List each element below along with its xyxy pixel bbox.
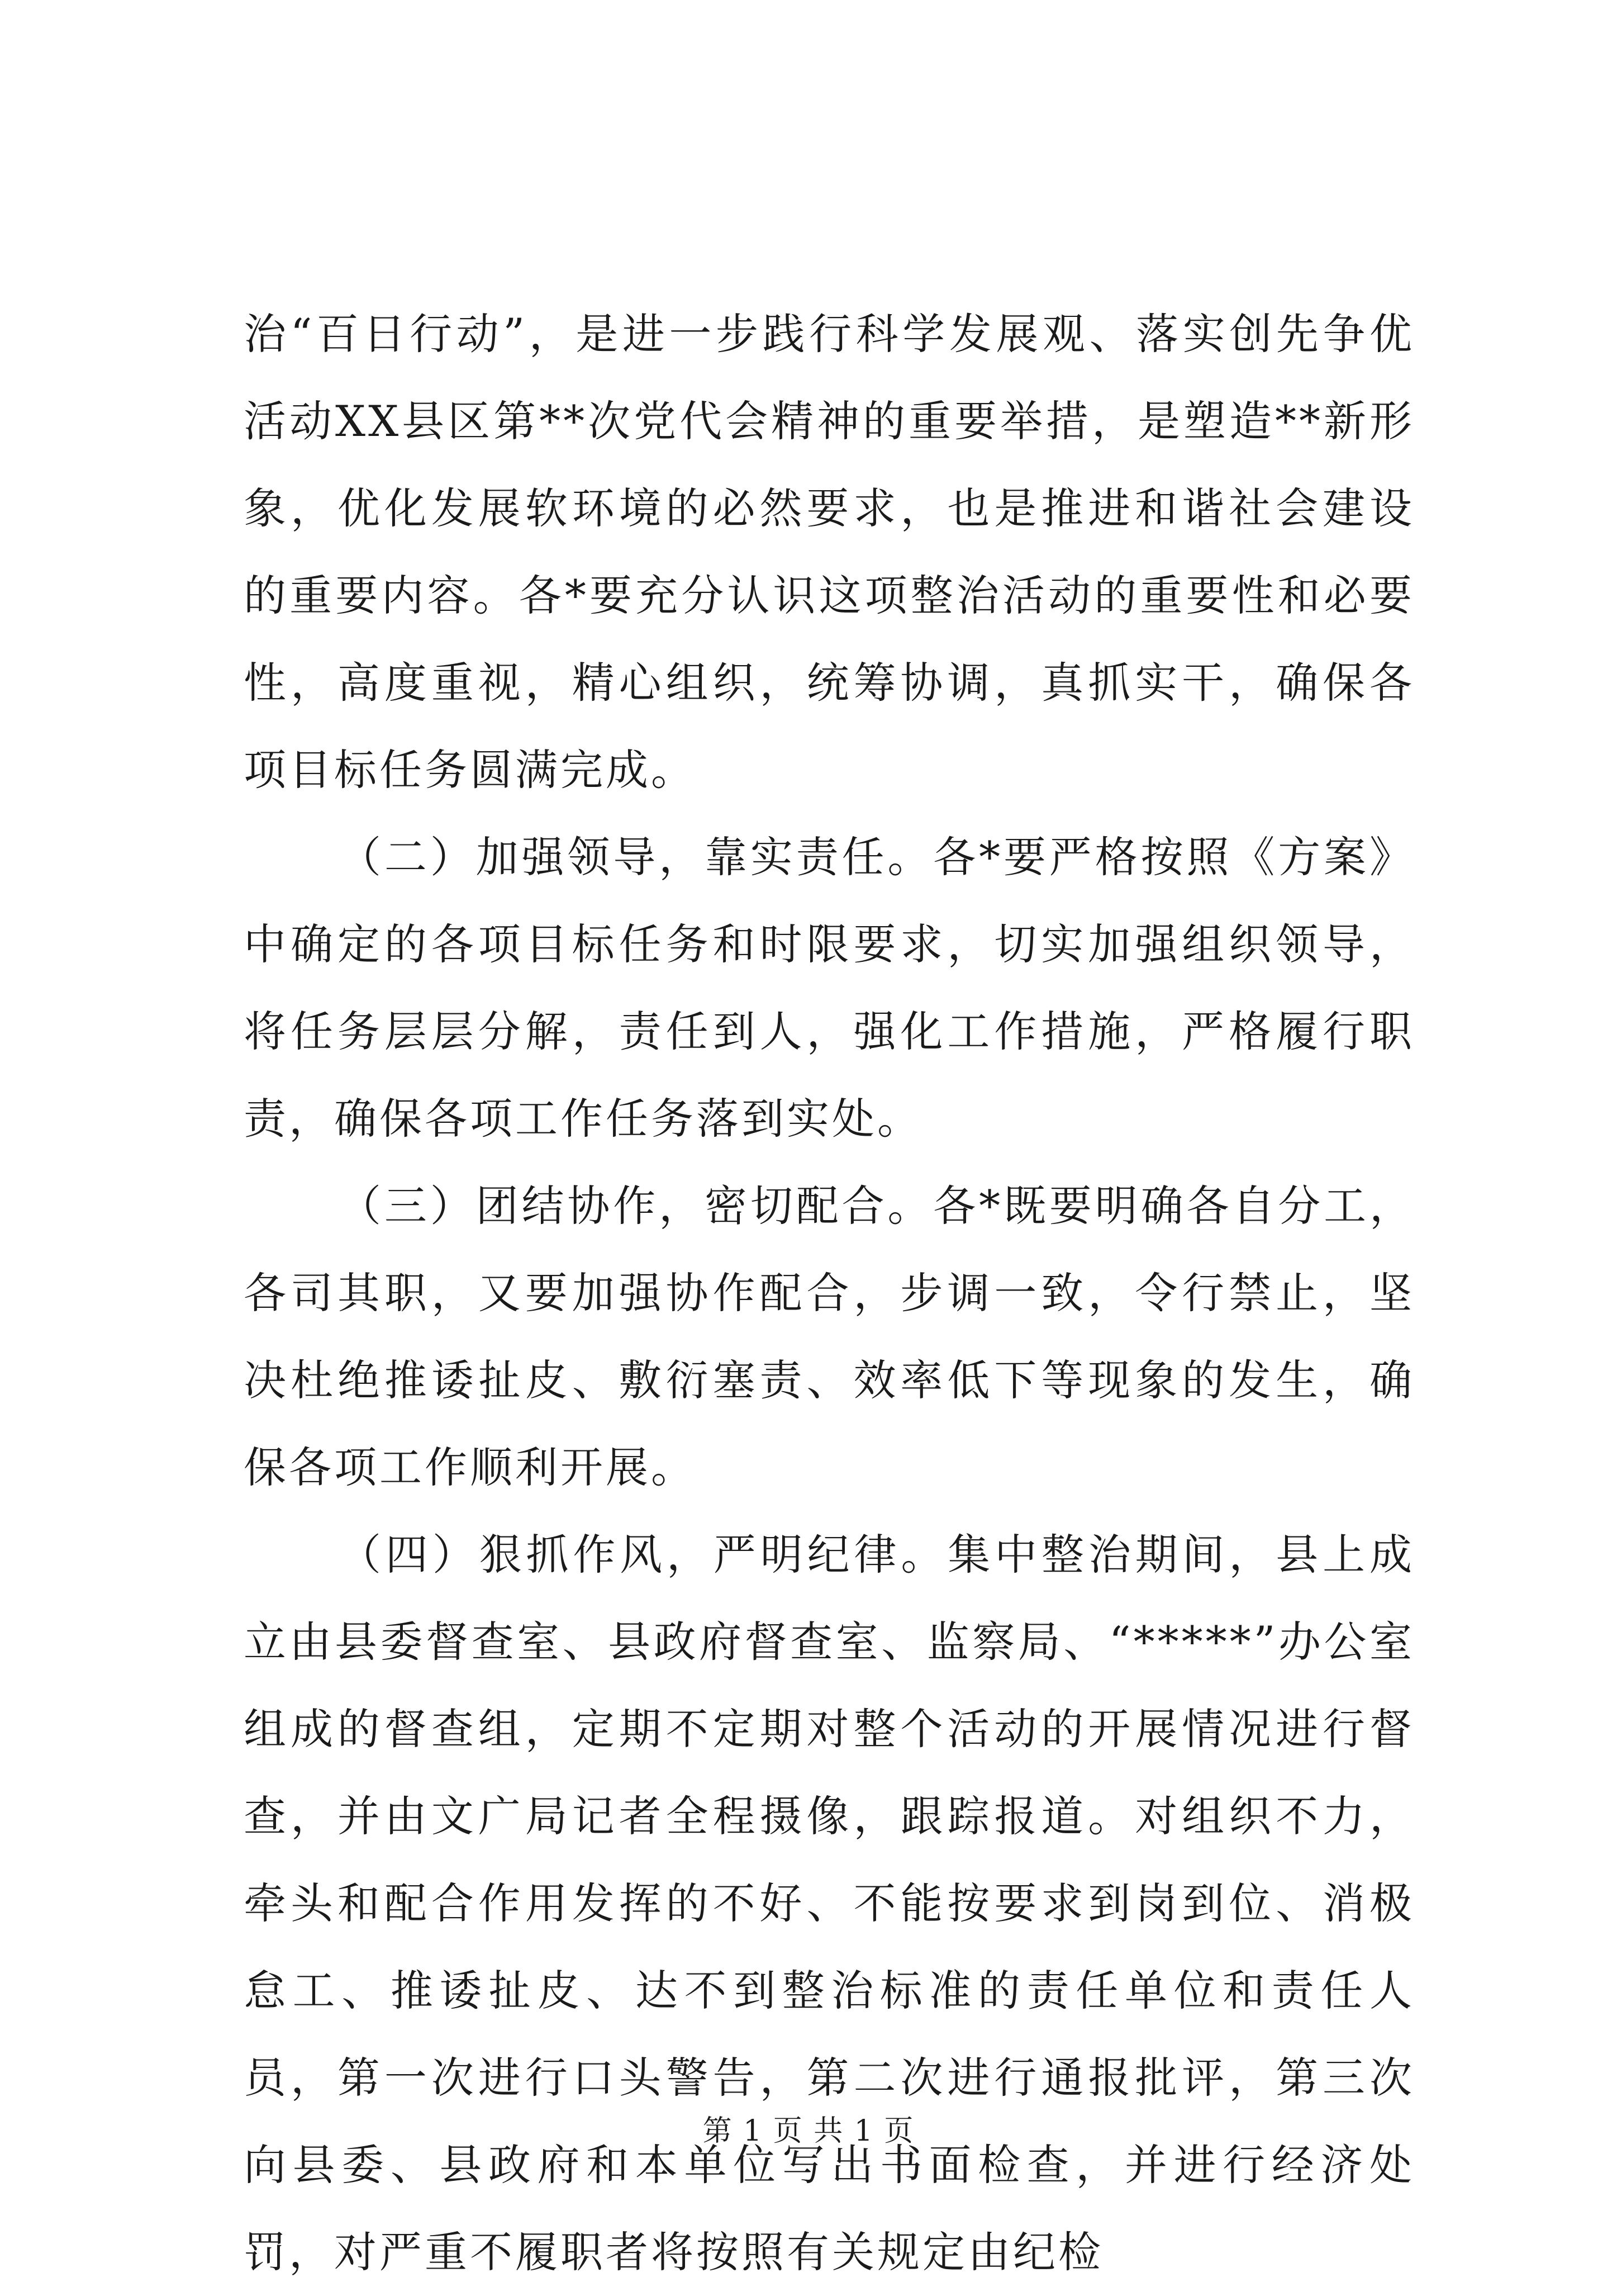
paragraph-section-4: （四）狠抓作风，严明纪律。集中整治期间，县上成立由县委督查室、县政府督查室、监察局、“*****”办公室组成的督查组，定期不定期对整个活动的开展情况进行督查，并由文广局记者全程摄像，跟踪报道。对组织不力，牵头和配合作用发挥的不好、不能按要求到岗到位、消极怠工、推诿扯皮、达不到整治标准的责任单位和责任人员，第一次进行口头警告，第二次进行通报批评，第三次向县委、县政府和本单位写出书面检查，并进行经济处罚，对严重不履职者将按照有关规定由纪检 bbox=[244, 1530, 1415, 2277]
paragraph-section-3: （三）团结协作，密切配合。各*既要明确各自分工，各司其职，又要加强协作配合，步调一致，令行禁止，坚决杜绝推诿扯皮、敷衍塞责、效率低下等现象的发生，确保各项工作顺利开展。 bbox=[244, 1181, 1415, 1492]
document-body bbox=[244, 291, 1415, 2296]
paragraph-section-2: （二）加强领导，靠实责任。各*要严格按照《方案》中确定的各项目标任务和时限要求，切实加强组织领导，将任务层层分解，责任到人，强化工作措施，严格履行职责，确保各项工作任务落到实处。 bbox=[244, 832, 1415, 1144]
page-footer: 第 1 页 共 1 页 bbox=[702, 2114, 915, 2148]
paragraph-continuation: 治“百日行动”，是进一步践行科学发展观、落实创先争优活动XX县区第**次党代会精神的重要举措，是塑造**新形象，优化发展软环境的必然要求，也是推进和谐社会建设的重要内容。各*要充分认识这项整治活动的重要性和必要性，高度重视，精心组织，统筹协调，真抓实干，确保各项目标任务圆满完成。 bbox=[244, 309, 1415, 795]
